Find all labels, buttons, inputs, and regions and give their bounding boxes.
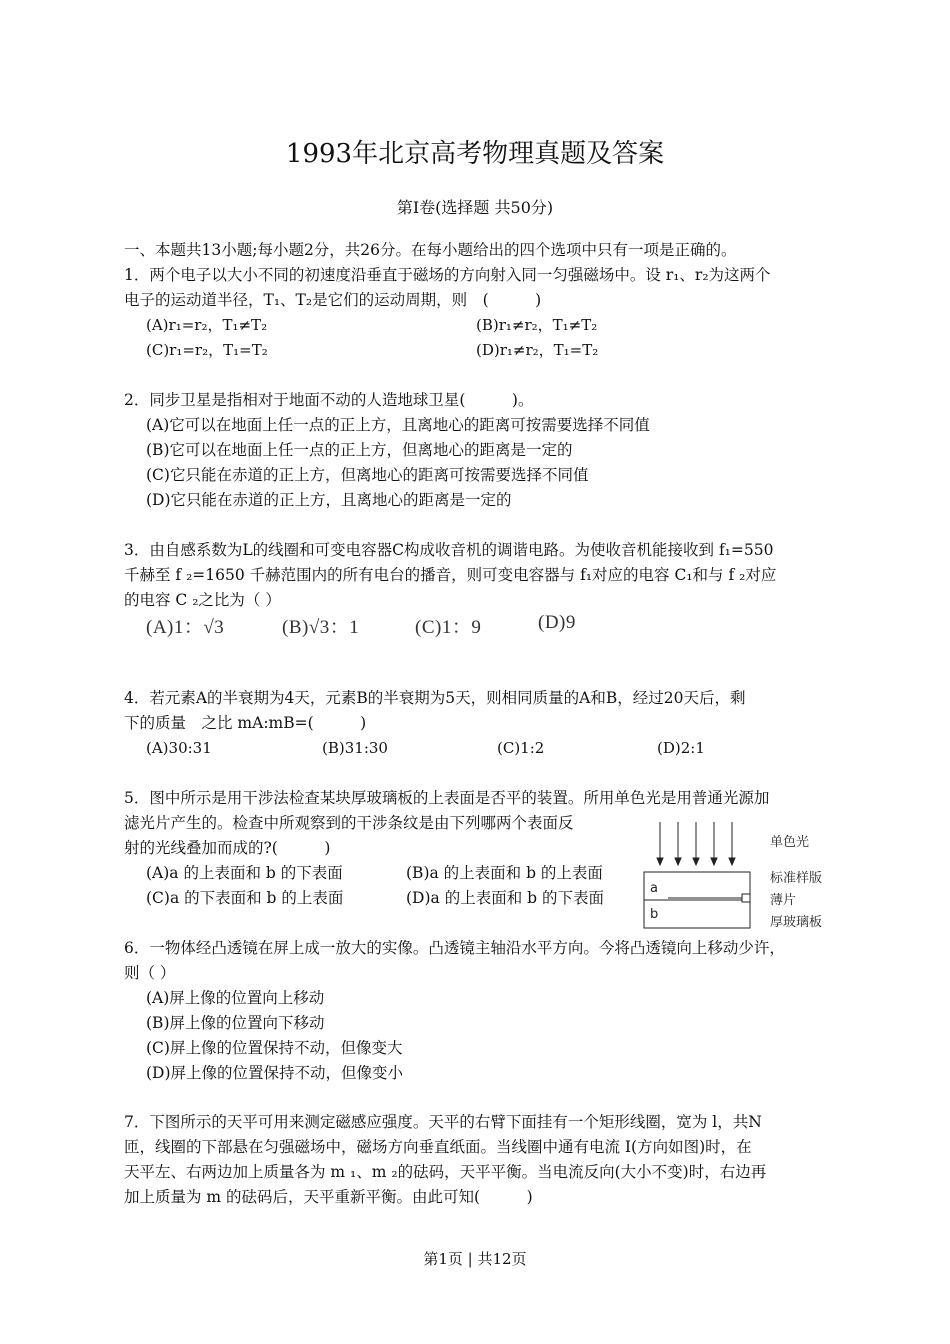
q1-option-a: (A)r₁=r₂，T₁≠T₂ (146, 316, 268, 334)
q3-option-b: (B)√3：1 (282, 617, 360, 638)
q4-option-a: (A)30:31 (146, 739, 212, 757)
label-monochromatic-light: 单色光 (770, 835, 810, 850)
page-title: 1993年北京高考物理真题及答案 (285, 139, 665, 169)
q7-line2: 匝，线圈的下部悬在匀强磁场中，磁场方向垂直纸面。当线圈中通有电流 I(方向如图)时，在 (124, 1138, 752, 1156)
q5-line3: 射的光线叠加而成的?( ) (124, 839, 331, 857)
q4-line1: 4．若元素A的半衰期为4天，元素B的半衰期为5天，则相同质量的A和B，经过20天后，剩 (124, 689, 746, 707)
q7-line3: 天平左、右两边加上质量各为 m ₁、m ₂的砝码，天平平衡。当电流反向(大小不变)时，右边再 (124, 1163, 767, 1181)
q5-option-a: (A)a 的上表面和 b 的下表面 (146, 864, 343, 882)
q3-option-c: (C)1：9 (415, 617, 482, 638)
q1-line1: 1．两个电子以大小不同的初速度沿垂直于磁场的方向射入同一匀强磁场中。设 r₁、r₂为这两个 (124, 266, 771, 284)
q2-option-c: (C)它只能在赤道的正上方，但离地心的距离可按需要选择不同值 (146, 466, 589, 484)
thin-sheet (742, 894, 750, 902)
page-footer: 第1页 | 共12页 (423, 1250, 527, 1268)
q7-line1: 7．下图所示的天平可用来测定磁感应强度。天平的右臂下面挂有一个矩形线圈，宽为 l，共N (124, 1113, 762, 1131)
q3-line3: 的电容 C ₂之比为（ ） (124, 591, 281, 609)
label-b: b (650, 907, 659, 922)
light-arrows (657, 822, 735, 865)
q6-option-b: (B)屏上像的位置向下移动 (146, 1014, 325, 1032)
q3-line2: 千赫至 f ₂=1650 千赫范围内的所有电台的播音，则可变电容器与 f₁对应的电容 C₁和与 f ₂对应 (124, 566, 777, 584)
section-intro: 一、本题共13小题;每小题2分，共26分。在每小题给出的四个选项中只有一项是正确的。 (124, 241, 737, 259)
q6-option-d: (D)屏上像的位置保持不动，但像变小 (146, 1064, 404, 1082)
label-a: a (650, 881, 658, 896)
q6-option-c: (C)屏上像的位置保持不动，但像变大 (146, 1039, 403, 1057)
q1-line2: 电子的运动道半径，T₁、T₂是它们的运动周期，则 ( ) (124, 291, 542, 309)
q6-line1: 6．一物体经凸透镜在屏上成一放大的实像。凸透镜主轴沿水平方向。今将凸透镜向上移动少许， (124, 939, 785, 957)
q5-option-d: (D)a 的上表面和 b 的下表面 (406, 889, 604, 907)
label-thick-glass: 厚玻璃板 (770, 915, 823, 930)
q4-option-b: (B)31:30 (322, 739, 388, 757)
q2-line1: 2．同步卫星是指相对于地面不动的人造地球卫星( )。 (124, 391, 534, 409)
q5-line1: 5．图中所示是用干涉法检查某块厚玻璃板的上表面是否平的装置。所用单色光是用普通光源加 (124, 789, 770, 807)
part-heading: 第Ⅰ卷(选择题 共50分) (396, 198, 554, 217)
label-standard-plate: 标准样版 (770, 871, 823, 886)
label-thin-sheet: 薄片 (770, 893, 797, 908)
q4-option-d: (D)2:1 (657, 739, 705, 757)
q5-option-b: (B)a 的上表面和 b 的上表面 (406, 864, 603, 882)
q1-option-c: (C)r₁=r₂，T₁=T₂ (146, 341, 268, 359)
q5-option-c: (C)a 的下表面和 b 的上表面 (146, 889, 344, 907)
q1-option-d: (D)r₁≠r₂，T₁=T₂ (476, 341, 599, 359)
q4-line2: 下的质量 之比 mA:mB=( ) (124, 714, 367, 732)
q2-option-a: (A)它可以在地面上任一点的正上方，且离地心的距离可按需要选择不同值 (146, 416, 650, 434)
q7-line4: 加上质量为 m 的砝码后，天平重新平衡。由此可知( ) (124, 1188, 533, 1206)
q5-line2: 滤光片产生的。检查中所观察到的干涉条纹是由下列哪两个表面反 (124, 814, 574, 832)
q3-option-a: (A)1：√3 (146, 617, 225, 638)
q1-option-b: (B)r₁≠r₂，T₁≠T₂ (476, 316, 598, 334)
q3-option-d: (D)9 (538, 612, 576, 633)
q6-line2: 则（ ） (124, 964, 176, 982)
q3-line1: 3．由自感系数为L的线圈和可变电容器C构成收音机的调谐电路。为使收音机能接收到 f₁=550 (124, 541, 774, 559)
interference-apparatus-diagram (638, 818, 838, 936)
q2-option-d: (D)它只能在赤道的正上方，且离地心的距离是一定的 (146, 491, 512, 509)
q6-option-a: (A)屏上像的位置向上移动 (146, 989, 325, 1007)
q2-option-b: (B)它可以在地面上任一点的正上方，但离地心的距离是一定的 (146, 441, 573, 459)
q4-option-c: (C)1:2 (497, 739, 545, 757)
